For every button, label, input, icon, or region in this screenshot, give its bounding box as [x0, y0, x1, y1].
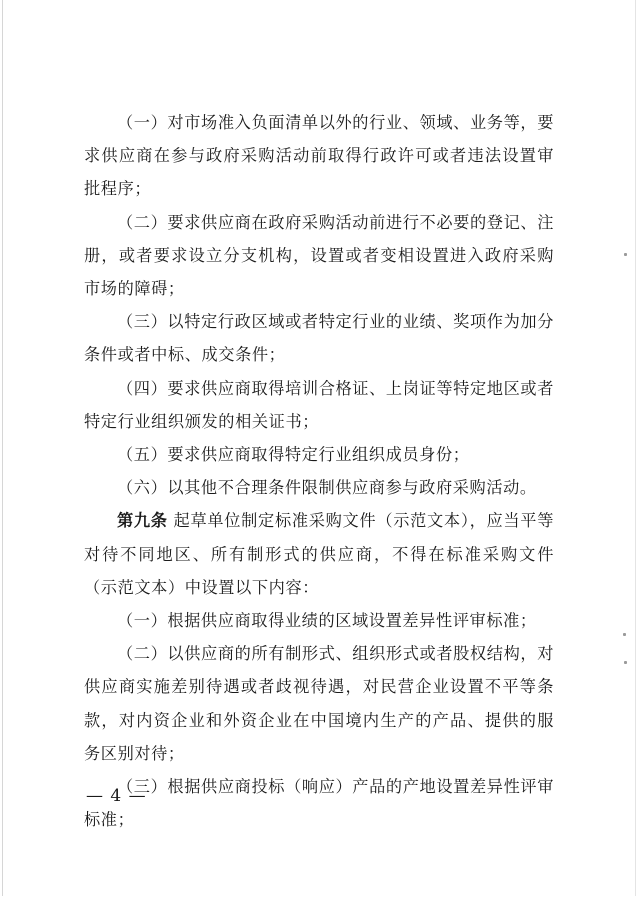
article-9-paragraph: 第九条 起草单位制定标准采购文件（示范文本），应当平等对待不同地区、所有制形式的供应商，不得在标准采购文件（示范文本）中设置以下内容： [84, 511, 554, 597]
document-body [84, 106, 554, 836]
paragraph-1: （一）对市场准入负面清单以外的行业、领域、业务等，要求供应商在参与政府采购活动前取得行政许可或者违法设置审批程序； [84, 113, 554, 199]
paragraph-2: （二）要求供应商在政府采购活动前进行不必要的登记、注册，或者要求设立分支机构，设置或者变相设置进入政府采购市场的障碍； [84, 212, 554, 299]
scan-speck [624, 661, 627, 664]
scan-speck [624, 253, 627, 256]
paragraph-6: （六）以其他不合理条件限制供应商参与政府采购活动。 [117, 478, 537, 498]
paragraph-5: （五）要求供应商取得特定行业组织成员身份； [117, 445, 470, 465]
scan-speck [623, 633, 626, 636]
paragraph-4: （四）要求供应商取得培训合格证、上岗证等特定地区或者特定行业组织颁发的相关证书； [84, 378, 554, 431]
paragraph-10: （三）根据供应商投标（响应）产品的产地设置差异性评审标准； [84, 777, 554, 830]
article-heading: 第九条 [117, 511, 168, 531]
paragraph-9: （二）以供应商的所有制形式、组织形式或者股权结构，对供应商实施差别待遇或者歧视待遇，对民营企业设置不平等条款，对内资企业和外资企业在中国境内生产的产品、提供的服务区别对待； [84, 644, 554, 763]
page-number: — 4 — [86, 786, 147, 806]
paragraph-8: （一）根据供应商取得业绩的区域设置差异性评审标准； [117, 611, 537, 631]
paragraph-3: （三）以特定行政区域或者特定行业的业绩、奖项作为加分条件或者中标、成交条件； [84, 312, 554, 365]
